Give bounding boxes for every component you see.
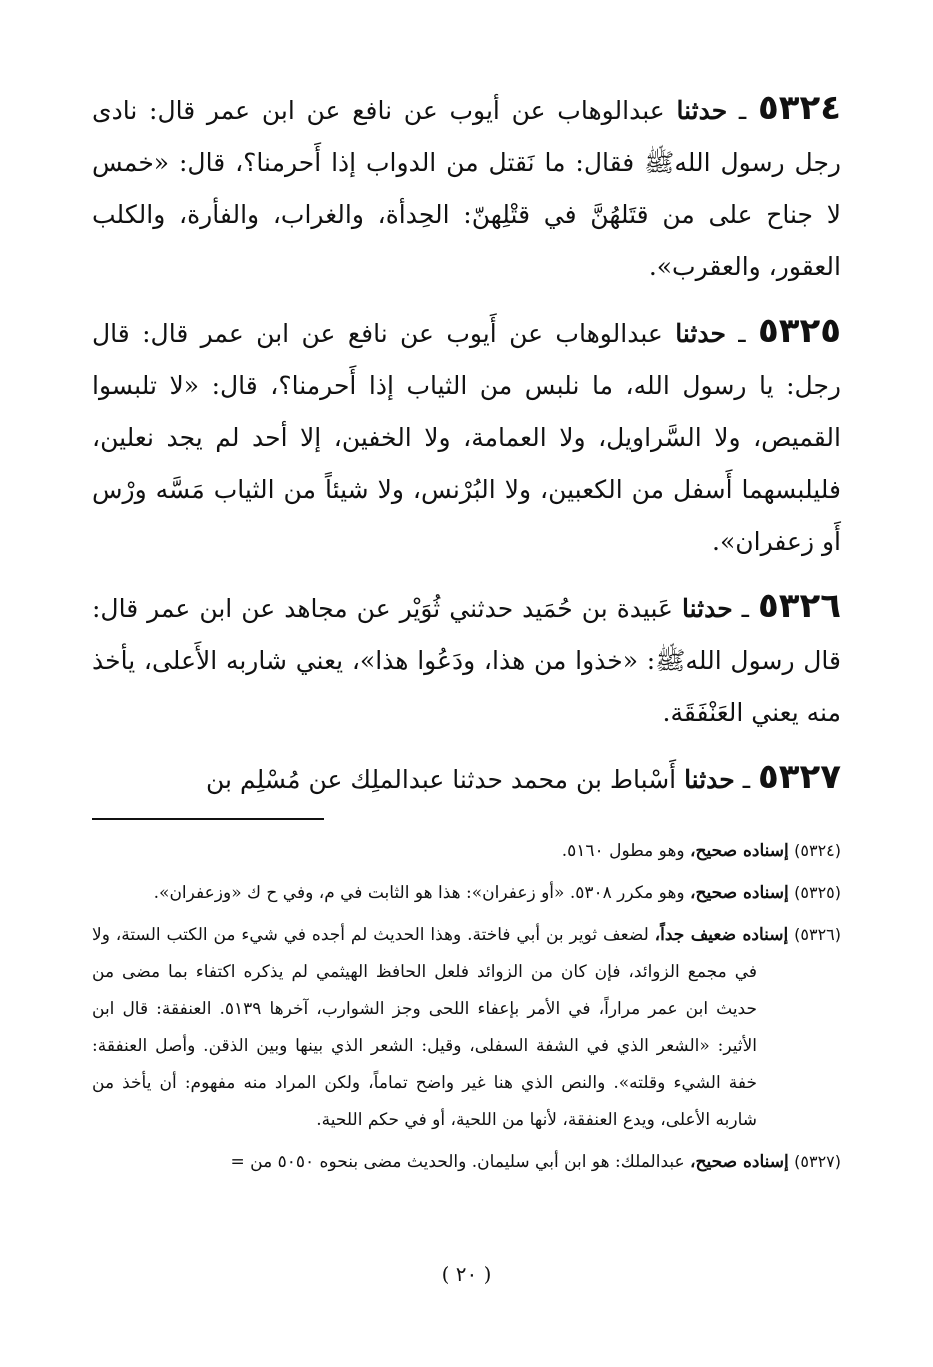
hadith-list (92, 82, 841, 806)
footnote-divider (92, 818, 324, 820)
footnote-ref: (٥٣٢٦) (794, 925, 842, 944)
hadith-text: عبدالوهاب عن أيوب عن نافع عن ابن عمر قال: نادى رجل رسول اللهﷺ فقال: ما نَقتل من الدواب إذا أَحرمنا؟، قال: «خمس لا جناح على من قتَلهُنَّ في قتْلِهنّ: الحِدأة، والغراب، والفأرة، والكلب العقور، والعقرب». (92, 96, 841, 281)
hadith-5327: ٥٣٢٧ ـ حدثنا أَسْباط بن محمد حدثنا عبدالملِك عن مُسْلِم بن (206, 757, 841, 797)
footnote-ref: (٥٣٢٧) (794, 1152, 841, 1171)
footnote-ref: (٥٣٢٤) (794, 841, 841, 860)
footnotes (92, 832, 841, 1181)
hadith-text: عَبيدة بن حُمَيد حدثني ثُوَيْر عن مجاهد عن ابن عمر قال: قال رسول اللهﷺ: «خذوا من هذا، ودَعُوا هذا»، يعني شاربه الأَعلى، يأخذ منه يعني العَنْفَقَة. (92, 594, 841, 727)
footnote-5325 (92, 874, 841, 912)
footnote-5326 (92, 916, 841, 1139)
footnote-grade: إسناده صحيح، (690, 1152, 789, 1172)
hadith-lead: حدثنا (675, 319, 726, 348)
hadith-lead: حدثنا (684, 765, 735, 794)
footnote-grade: إسناده صحيح، (690, 883, 789, 903)
hadith-number: ٥٣٢٦ (758, 586, 842, 626)
hadith-lead: حدثنا (676, 96, 728, 125)
footnote-text: لضعف ثوير بن أبي فاختة. وهذا الحديث لم أجده في شيء من الكتب الستة، ولا في مجمع الزوائد، فإن كان من الزوائد فلعل الحافظ الهيثمي لم يذكره اكتفاء بما مضى من حديث ابن عمر مراراً، في الأمر بإعفاء اللحى وجز الشوارب، آخرها ٥١٣٩. العنفقة: قال ابن الأثير: «الشعر الذي في الشفة السفلى، وقيل: الشعر الذي بينها وبين الذقن. وأصل العنفقة: خفة الشيء وقلته». والنص الذي هنا غير واضح تماماً، ولكن المراد منه مفهوم: أن يأخذ من شاربه الأعلى، ويدع العنفقة، لأنها من اللحية، أو في حكم اللحية. (92, 925, 757, 1130)
hadith-number: ٥٣٢٧ (757, 757, 841, 797)
hadith-5325: ٥٣٢٥ ـ حدثنا عبدالوهاب عن أَيوب عن نافع عن ابن عمر قال: قال رجل: يا رسول الله، ما نلبس من الثياب إذا أَحرمنا؟، قال: «لا تلبسوا القميص، ولا السَّراويل، ولا العمامة، ولا الخفين، إلا أحد لم يجد نعلين، فليلبسهما أَسفل من الكعبين، ولا البُرْنس، ولا شيئاً من الثياب مَسَّه ورْس أَو زعفران». (92, 311, 842, 556)
footnote-text: وهو مكرر ٥٣٠٨. «أو زعفران»: هذا هو الثابت في م، وفي ح ك «وزعفران». (153, 883, 685, 903)
footnote-text: وهو مطول ٥١٦٠. (561, 841, 685, 861)
footnote-text: عبدالملك: هو ابن أبي سليمان. والحديث مضى بنحوه ٥٠٥٠ من = (230, 1152, 685, 1172)
hadith-5324: ٥٣٢٤ ـ حدثنا عبدالوهاب عن أيوب عن نافع عن ابن عمر قال: نادى رجل رسول اللهﷺ فقال: ما نَقتل من الدواب إذا أَحرمنا؟، قال: «خمس لا جناح على من قتَلهُنَّ في قتْلِهنّ: الحِدأة، والغراب، والفأرة، والكلب العقور، والعقرب». (92, 88, 841, 281)
page-number: ( ٢٠ ) (441, 1262, 492, 1286)
footnote-5327 (92, 1143, 841, 1181)
footnote-5324 (92, 832, 841, 870)
footnote-grade: إسناده صحيح، (690, 841, 789, 861)
hadith-5326: ٥٣٢٦ ـ حدثنا عَبيدة بن حُمَيد حدثني ثُوَيْر عن مجاهد عن ابن عمر قال: قال رسول اللهﷺ: «خذوا من هذا، ودَعُوا هذا»، يعني شاربه الأَعلى، يأخذ منه يعني العَنْفَقَة. (92, 586, 842, 727)
hadith-number: ٥٣٢٤ (757, 88, 841, 128)
hadith-number: ٥٣٢٥ (758, 311, 842, 351)
hadith-text: أَسْباط بن محمد حدثنا عبدالملِك عن مُسْلِم بن (206, 765, 677, 794)
footnote-ref: (٥٣٢٥) (794, 883, 841, 902)
footnote-grade: إسناده ضعيف جداً، (654, 925, 789, 945)
hadith-text: عبدالوهاب عن أَيوب عن نافع عن ابن عمر قال: قال رجل: يا رسول الله، ما نلبس من الثياب إذا أَحرمنا؟، قال: «لا تلبسوا القميص، ولا السَّراويل، ولا العمامة، ولا الخفين، إلا أحد لم يجد نعلين، فليلبسهما أَسفل من الكعبين، ولا البُرْنس، ولا شيئاً من الثياب مَسَّه ورْس أَو زعفران». (92, 319, 841, 556)
hadith-lead: حدثنا (681, 594, 733, 623)
